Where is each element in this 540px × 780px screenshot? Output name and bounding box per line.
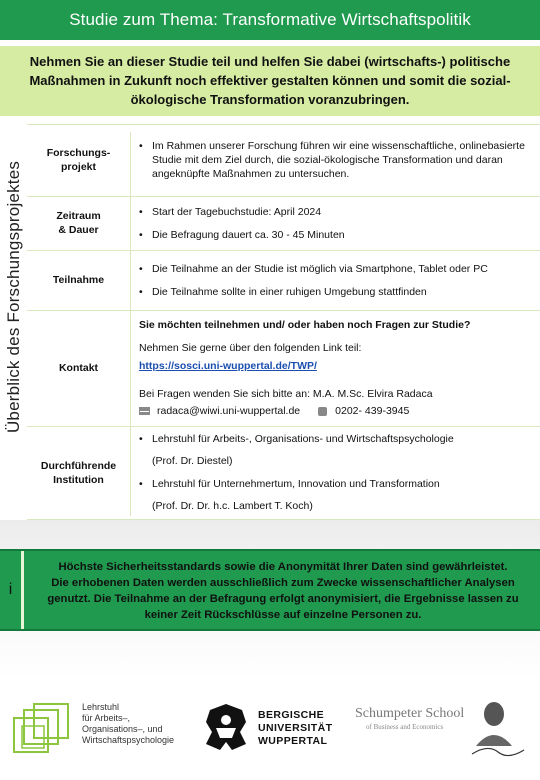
phone-icon (318, 407, 327, 416)
row-label-teilnahme: Teilnahme (52, 274, 105, 286)
row-label-institution (27, 426, 130, 519)
mail-icon (139, 407, 150, 415)
institution-person: (Prof. Dr. Dr. h.c. Lambert T. Koch) (152, 500, 313, 512)
row-content-kontakt (139, 310, 536, 426)
schumpeter-logo-subtitle: of Business and Economics (366, 723, 444, 731)
list-item (139, 477, 536, 513)
label-line: Durchführende (40, 459, 117, 472)
logo-text-line: UNIVERSITÄT (258, 722, 333, 734)
kontakt-question: Sie möchten teilnehmen und/ oder haben noch Fragen zur Studie? (139, 319, 471, 331)
buw-crest-icon (202, 702, 250, 752)
institution-name: • Lehrstuhl für Arbeits-, Organisations- und Wirtschaftspsychologie (152, 433, 454, 445)
kontakt-contact-intro: Bei Fragen wenden Sie sich bitte an: M.A. M.Sc. Elvira Radaca (139, 388, 433, 400)
table-row-kontakt (27, 310, 540, 426)
kontakt-link-intro: Nehmen Sie gerne über den folgenden Link teil: (139, 342, 362, 354)
logo-text-line: Lehrstuhl (82, 702, 120, 712)
page-header (0, 0, 540, 40)
study-link[interactable]: https://sosci.uni-wuppertal.de/TWP/ (139, 360, 317, 372)
lehrstuhl-logo-text (82, 702, 174, 746)
schumpeter-portrait-icon (468, 696, 526, 760)
list-item: • Die Teilnahme an der Studie ist möglich via Smartphone, Tablet oder PC (139, 262, 536, 276)
schumpeter-logo-title: Schumpeter School (355, 706, 465, 721)
side-label (2, 132, 26, 462)
contact-details (139, 404, 536, 418)
intro-text: Nehmen Sie an dieser Studie teil und helfen Sie dabei (wirtschafts-) politische Maßnahmen in Zukunft noch effektiver gestalten können und somit die sozial-ökologische Transformation voranzubringen. (29, 54, 511, 107)
row-label-kontakt: Kontakt (58, 362, 99, 374)
side-label-text: Überblick des Forschungsprojektes (4, 160, 24, 434)
info-icon: i (0, 551, 24, 629)
logo-text-line: WUPPERTAL (258, 735, 328, 747)
label-line: Forschungs- (46, 147, 111, 159)
row-content-teilnahme (139, 250, 536, 310)
list-item: • Start der Tagebuchstudie: April 2024 (139, 205, 536, 219)
label-line: Institution (53, 473, 104, 486)
contact-email[interactable]: radaca@wiwi.uni-wuppertal.de (157, 405, 301, 417)
institution-name: • Lehrstuhl für Unternehmertum, Innovation und Transformation (152, 478, 440, 490)
row-label-zeitraum (27, 196, 130, 250)
table-row-institution (27, 426, 540, 519)
row-label-forschungsprojekt (27, 124, 130, 196)
table-row-zeitraum (27, 196, 540, 250)
footer-logos (0, 690, 540, 780)
table-row-teilnahme (27, 250, 540, 310)
row-content-institution (139, 426, 536, 519)
list-item: • Im Rahmen unserer Forschung führen wir eine wissenschaftliche, onlinebasierte Studie mit dem Ziel durch, die sozial-ökologische Transformation und daran angeknüpfte Maßnahmen zu untersuchen. (139, 139, 536, 181)
notice-headline: Höchste Sicherheitsstandards sowie die Anonymität Ihrer Daten sind gewährleistet. (58, 561, 508, 573)
list-item: • Die Befragung dauert ca. 30 - 45 Minuten (139, 228, 536, 242)
label-line: Zeitraum (56, 210, 101, 222)
lehrstuhl-logo-icon (12, 702, 76, 762)
intro-banner (0, 46, 540, 116)
table-row-forschungsprojekt (27, 124, 540, 196)
logo-text-line: Wirtschaftspsychologie (82, 735, 175, 745)
list-item: • Die Teilnahme sollte in einer ruhigen Umgebung stattfinden (139, 285, 536, 299)
buw-logo-text (258, 709, 332, 748)
notice-body: Die erhobenen Daten werden ausschließlich zum Zwecke wissenschaftlicher Analysen genutzt. Die Teilnahme an der Befragung erfolgt anonymisiert, die Ergebnisse lassen zu keiner Zeit Rückschlüsse auf einzelne Personen zu. (47, 577, 519, 621)
logo-text-line: für Arbeits–, (82, 713, 131, 723)
label-line: & Dauer (58, 224, 99, 236)
institution-person: (Prof. Dr. Diestel) (152, 455, 233, 467)
logo-text-line: BERGISCHE (258, 709, 325, 721)
contact-phone: 0202- 439-3945 (335, 405, 410, 417)
row-content-zeitraum (139, 196, 536, 250)
row-content-forschungsprojekt (139, 124, 536, 196)
notice-text (32, 559, 534, 623)
label-line: projekt (60, 161, 96, 173)
privacy-notice (0, 549, 540, 631)
list-item (139, 432, 536, 468)
page-title: Studie zum Thema: Transformative Wirtschaftspolitik (69, 10, 471, 29)
logo-text-line: Organisations–, und (82, 724, 163, 734)
